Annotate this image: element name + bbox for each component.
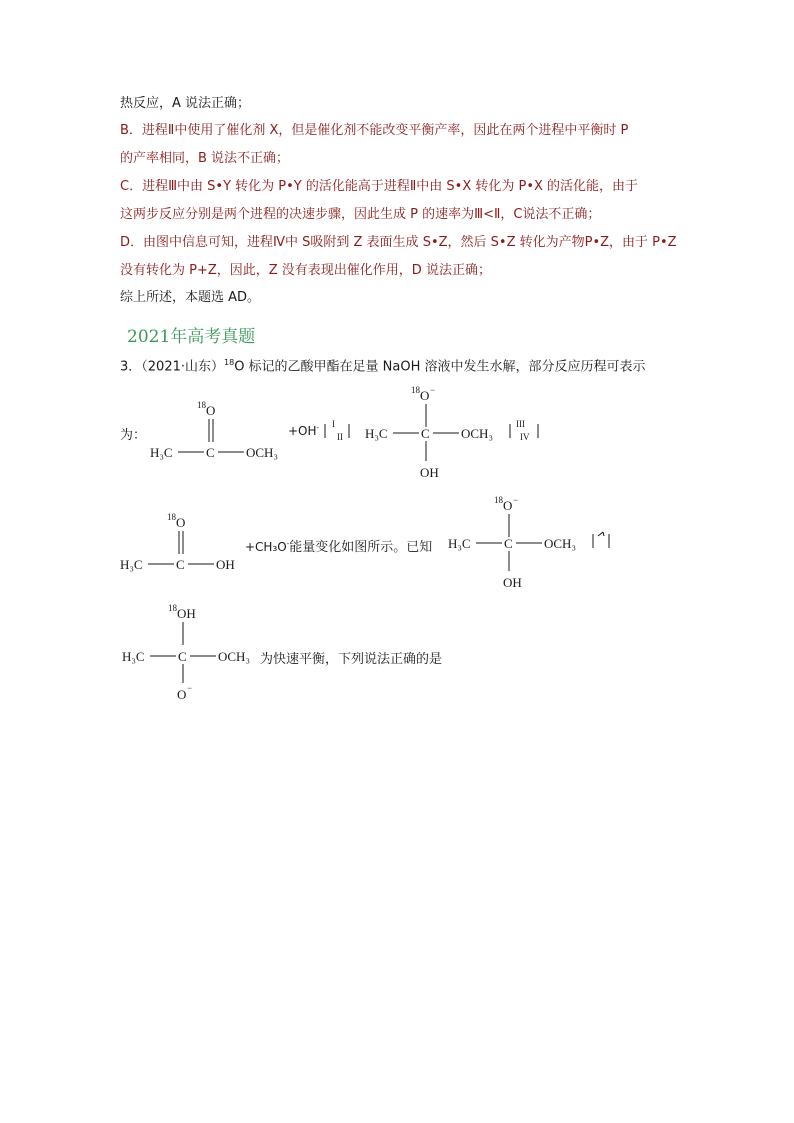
mol4-oh: OH	[503, 575, 522, 590]
molecule-acetic-acid	[120, 512, 250, 582]
mol4-o18-sup: 18	[494, 495, 503, 505]
question-number: 3．（2021·山东）	[120, 359, 224, 375]
mol2-oh: OH	[420, 465, 439, 480]
mol1-o18-sup: 18	[197, 400, 206, 410]
mol5-oh18: OH	[177, 606, 196, 621]
mol3-o18: O	[176, 515, 186, 530]
plus-oh-text: +OH	[288, 424, 317, 438]
mol2-c: C	[421, 426, 430, 441]
mol3-h3c: H₃C	[120, 557, 143, 572]
explanation-line-8: 综上所述，本题选 AD。	[120, 290, 261, 305]
molecule-methyl-acetate	[150, 400, 290, 470]
mol5-charge: −	[187, 683, 193, 693]
plus-oh	[288, 424, 319, 438]
mol5-o-minus: O	[177, 687, 187, 702]
mol2-och3: OCH₃	[461, 426, 493, 441]
eq1-label-i: I	[332, 419, 335, 429]
plus-oh-charge: -	[316, 424, 320, 432]
mol4-h3c: H₃C	[448, 536, 471, 551]
eq3-caret-a	[598, 532, 603, 536]
mol4-charge: −	[513, 495, 519, 505]
question-intro-rest: O 标记的乙酸甲酯在足量 NaOH 溶液中发生水解，部分反应历程可表示	[234, 359, 646, 375]
equilibrium-arrow-iii-iv	[505, 418, 545, 446]
mol1-h3c: H₃C	[150, 445, 173, 460]
plus-ch3o-charge: -	[286, 540, 290, 548]
explanation-line-7: 没有转化为 P+Z，因此，Z 没有表现出催化作用，D 说法正确；	[120, 263, 491, 278]
molecule-intermediate-3	[122, 603, 262, 703]
explanation-line-3: 的产率相同，B 说法不正确；	[120, 151, 290, 166]
eq3-caret-b	[603, 532, 604, 536]
section-heading: 2021年高考真题	[127, 327, 256, 347]
mol4-o18: O	[503, 498, 513, 513]
mol1-och3: OCH₃	[246, 445, 278, 460]
mol1-o18: O	[206, 403, 216, 418]
plus-ch3o-text	[245, 536, 432, 555]
explanation-line-4: C．进程Ⅲ中由 S•Y 转化为 P•Y 的活化能高于进程Ⅱ中由 S•X 转化为 P•X 的活化能，由于	[120, 179, 639, 194]
eq2-label-iv: IV	[520, 432, 530, 442]
mol1-c: C	[206, 445, 215, 460]
question-intro	[120, 353, 646, 377]
wei-label: 为：	[120, 428, 147, 443]
mol4-och3: OCH₃	[544, 536, 576, 551]
plus-ch3o-label: +CH₃O	[245, 540, 287, 554]
explanation-line-1: 热反应，A 说法正确；	[120, 96, 251, 111]
mol5-h3c: H₃C	[122, 649, 145, 664]
eq1-label-ii: II	[337, 432, 343, 442]
mol2-o18: O	[420, 388, 430, 403]
mol2-charge: −	[430, 385, 436, 395]
explanation-line-2: B．进程Ⅱ中使用了催化剂 X，但是催化剂不能改变平衡产率，因此在两个进程中平衡时 P	[120, 123, 629, 138]
explanation-line-6: D．由图中信息可知，进程Ⅳ中 S吸附到 Z 表面生成 S•Z，然后 S•Z 转化为产物P•Z，由于 P•Z	[120, 235, 677, 250]
mol4-c: C	[504, 536, 513, 551]
energy-change-text: 能量变化如图所示。已知	[289, 540, 433, 555]
molecule-intermediate-1	[365, 385, 505, 485]
isotope-sup: 18	[224, 358, 235, 367]
mol3-o18-sup: 18	[167, 512, 176, 522]
mol3-c: C	[176, 557, 185, 572]
molecule-intermediate-2	[448, 495, 588, 595]
mol2-o18-sup: 18	[411, 385, 420, 395]
explanation-line-5: 这两步反应分别是两个进程的决速步骤，因此生成 P 的速率为Ⅲ<Ⅱ，C说法不正确；	[120, 207, 601, 222]
mol3-oh: OH	[216, 557, 235, 572]
fast-equilibrium-text: 为快速平衡，下列说法正确的是	[260, 652, 443, 667]
eq2-label-iii: III	[516, 419, 525, 429]
mol5-och3: OCH₃	[218, 649, 250, 664]
equilibrium-arrow-fast	[588, 530, 614, 554]
mol5-c: C	[178, 649, 187, 664]
mol2-h3c: H₃C	[365, 426, 388, 441]
mol5-o18-sup: 18	[168, 603, 177, 613]
equilibrium-arrow-i-ii	[320, 418, 360, 446]
